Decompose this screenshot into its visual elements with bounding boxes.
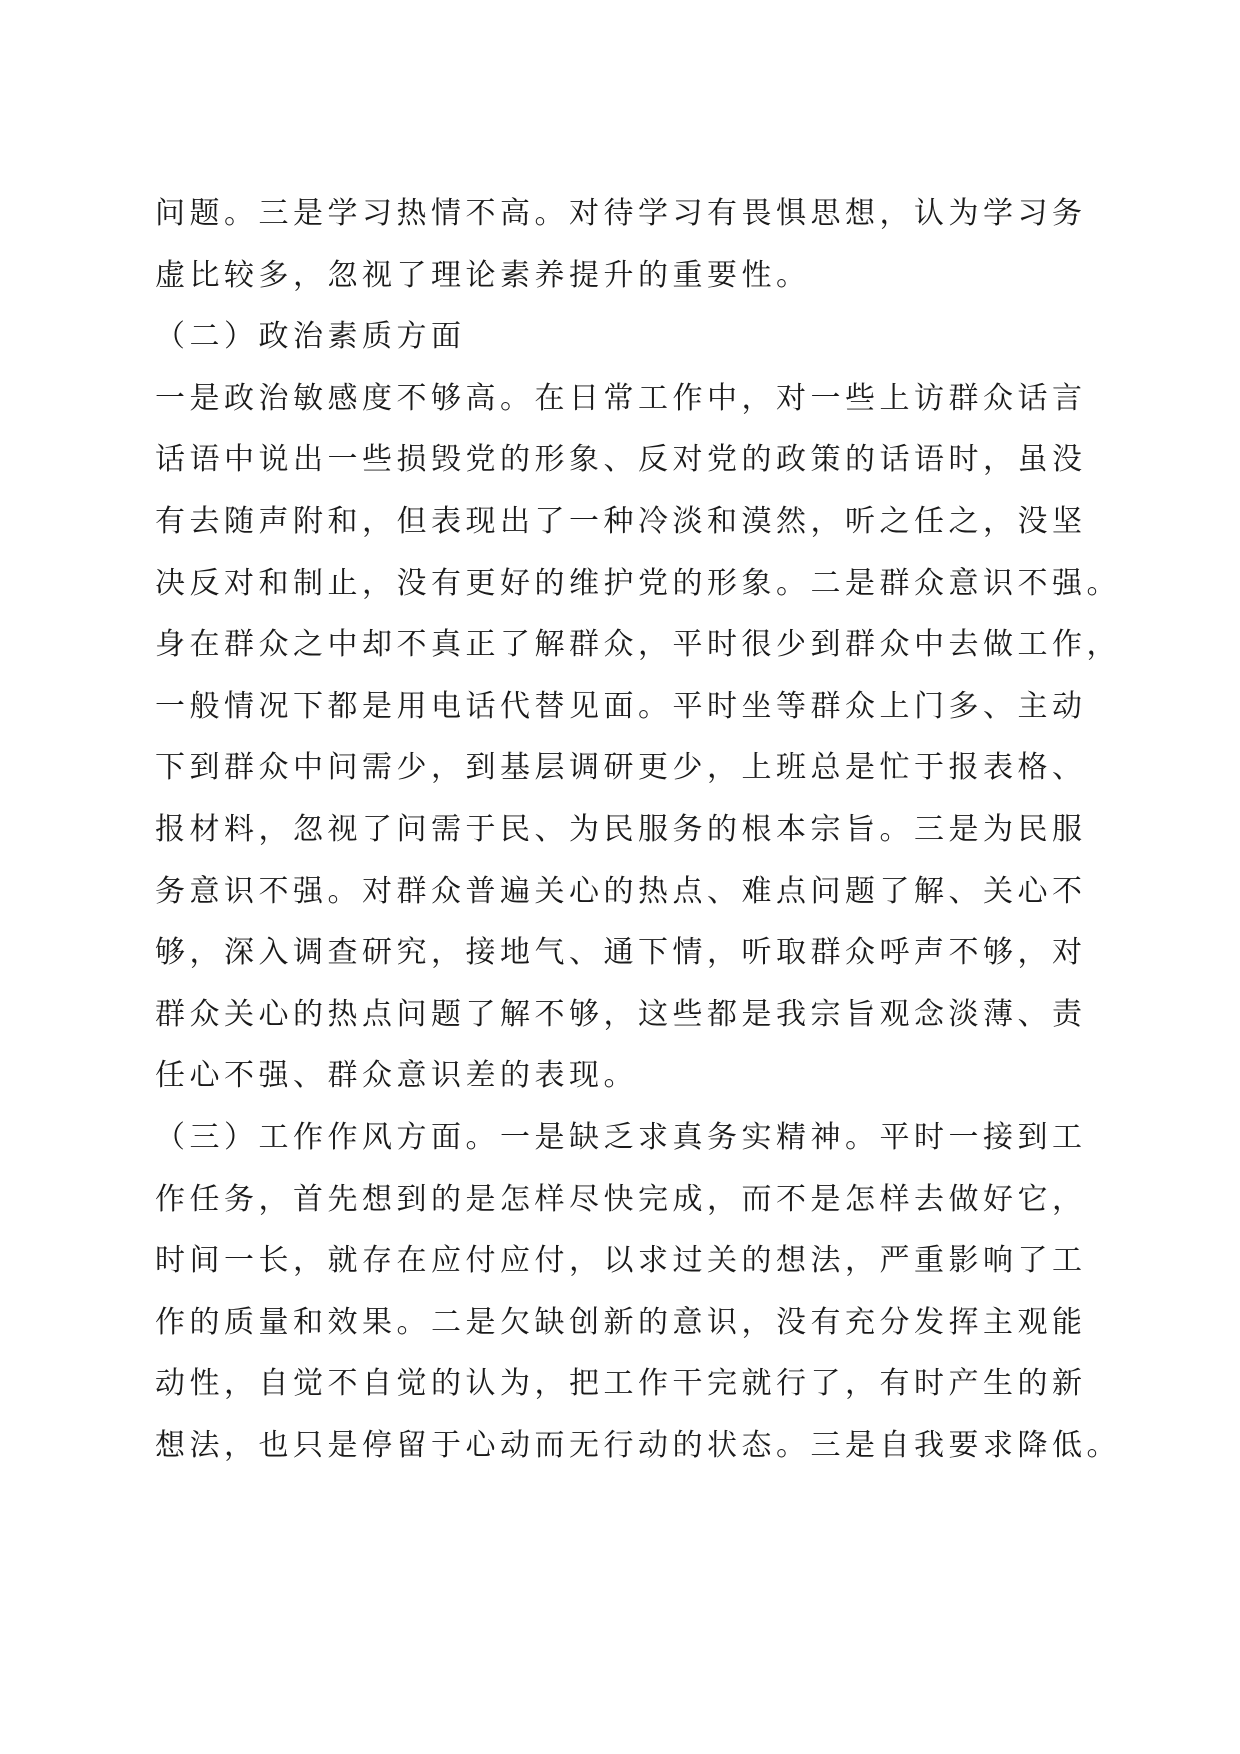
text-line: 问题。三是学习热情不高。对待学习有畏惧思想，认为学习务 bbox=[155, 196, 1087, 231]
text-line: 话语中说出一些损毁党的形象、反对党的政策的话语时，虽没 bbox=[155, 442, 1087, 478]
text-line: 任心不强、群众意识差的表现。 bbox=[155, 1058, 638, 1094]
body-text bbox=[155, 183, 1121, 1476]
text-line: 一是政治敏感度不够高。在日常工作中，对一些上访群众话言 bbox=[155, 380, 1087, 416]
text-line: 作任务，首先想到的是怎样尽快完成，而不是怎样去做好它， bbox=[155, 1181, 1087, 1217]
text-line: 务意识不强。对群众普遍关心的热点、难点问题了解、关心不 bbox=[155, 873, 1087, 909]
section-heading: （三）工作作风方面。一是缺乏求真务实精神。平时一接到工 bbox=[155, 1119, 1087, 1155]
section-heading: （二）政治素质方面 bbox=[155, 319, 466, 355]
text-line: 群众关心的热点问题了解不够，这些都是我宗旨观念淡薄、责 bbox=[155, 996, 1087, 1032]
text-line: 虚比较多，忽视了理论素养提升的重要性。 bbox=[155, 257, 811, 293]
text-line: 一般情况下都是用电话代替见面。平时坐等群众上门多、主动 bbox=[155, 688, 1087, 724]
text-line: 报材料，忽视了问需于民、为民服务的根本宗旨。三是为民服 bbox=[155, 811, 1087, 847]
text-line: 决反对和制止，没有更好的维护党的形象。二是群众意识不强。 bbox=[155, 565, 1121, 601]
text-line: 作的质量和效果。二是欠缺创新的意识，没有充分发挥主观能 bbox=[155, 1304, 1087, 1340]
text-line: 时间一长，就存在应付应付，以求过关的想法，严重影响了工 bbox=[155, 1243, 1087, 1279]
text-line: 下到群众中问需少，到基层调研更少，上班总是忙于报表格、 bbox=[155, 750, 1087, 786]
text-line: 有去随声附和，但表现出了一种冷淡和漠然，听之任之，没坚 bbox=[155, 503, 1087, 539]
text-line: 身在群众之中却不真正了解群众，平时很少到群众中去做工作， bbox=[155, 627, 1121, 663]
text-line: 想法，也只是停留于心动而无行动的状态。三是自我要求降低。 bbox=[155, 1427, 1121, 1463]
text-line: 够，深入调查研究，接地气、通下情，听取群众呼声不够，对 bbox=[155, 935, 1087, 971]
text-line: 动性，自觉不自觉的认为，把工作干完就行了，有时产生的新 bbox=[155, 1366, 1087, 1402]
